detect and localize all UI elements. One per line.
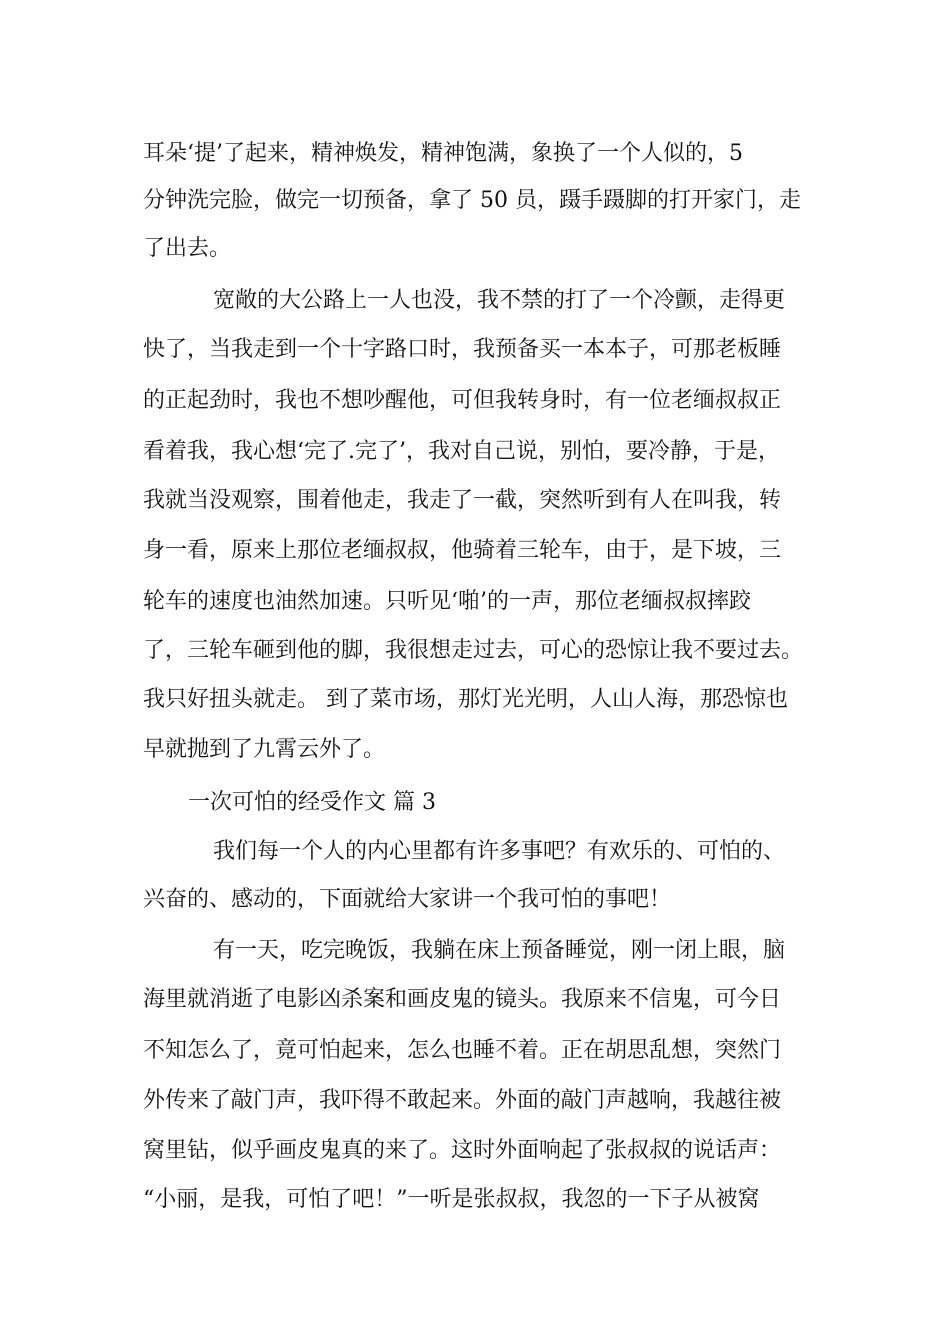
text-line: 不知怎么了，竟可怕起来，怎么也睡不着。正在胡思乱想，突然门: [143, 1038, 782, 1063]
text-line: 了出去。: [143, 236, 232, 261]
text-line: 外传来了敲门声，我吓得不敢起来。外面的敲门声越响，我越往被: [143, 1088, 782, 1113]
paragraph-first-line: 宽敞的大公路上一人也没，我不禁的打了一个冷颤，走得更: [213, 288, 786, 313]
text-line: 我只好扭头就走。 到了菜市场，那灯光光明，人山人海，那恐惊也: [143, 687, 788, 712]
text-line: 的正起劲时，我也不想吵醒他，可但我转身时，有一位老缅叔叔正: [143, 388, 782, 413]
paragraph-first-line: 我们每一个人的内心里都有许多事吧？有欢乐的、可怕的、: [213, 839, 786, 864]
text-line: 耳朵‘提’了起来，精神焕发，精神饱满，象换了一个人似的，5: [143, 141, 743, 166]
text-line: 兴奋的、感动的，下面就给大家讲一个我可怕的事吧！: [143, 887, 672, 912]
text-line: 海里就消逝了电影凶杀案和画皮鬼的镜头。我原来不信鬼，可今日: [143, 987, 782, 1012]
text-line: 早就抛到了九霄云外了。: [143, 737, 386, 762]
section-heading: 一次可怕的经受作文 篇 3: [188, 790, 436, 815]
text-line: “小丽，是我，可怕了吧！”一听是张叔叔，我忽的一下子从被窝: [143, 1187, 760, 1212]
text-line: 轮车的速度也油然加速。只听见‘啪’的一声，那位老缅叔叔摔跤: [143, 589, 751, 614]
text-line: 了，三轮车砸到他的脚，我很想走过去，可心的恐惊让我不要过去。: [143, 638, 804, 663]
text-line: 快了，当我走到一个十字路口时，我预备买一本本子，可那老板睡: [143, 337, 782, 362]
text-line: 身一看，原来上那位老缅叔叔，他骑着三轮车，由于，是下坡，三: [143, 538, 782, 563]
paragraph-first-line: 有一天，吃完晚饭，我躺在床上预备睡觉，刚一闭上眼，脑: [213, 938, 786, 963]
text-line: 分钟洗完脸，做完一切预备，拿了 50 员，蹑手蹑脚的打开家门，走: [143, 188, 801, 213]
text-line: 看着我，我心想‘完了.完了’，我对自己说，别怕，要冷静，于是，: [143, 439, 780, 464]
text-line: 窝里钻，似乎画皮鬼真的来了。这时外面响起了张叔叔的说话声：: [143, 1138, 782, 1163]
text-line: 我就当没观察，围着他走，我走了一截，突然听到有人在叫我，转: [143, 488, 782, 513]
